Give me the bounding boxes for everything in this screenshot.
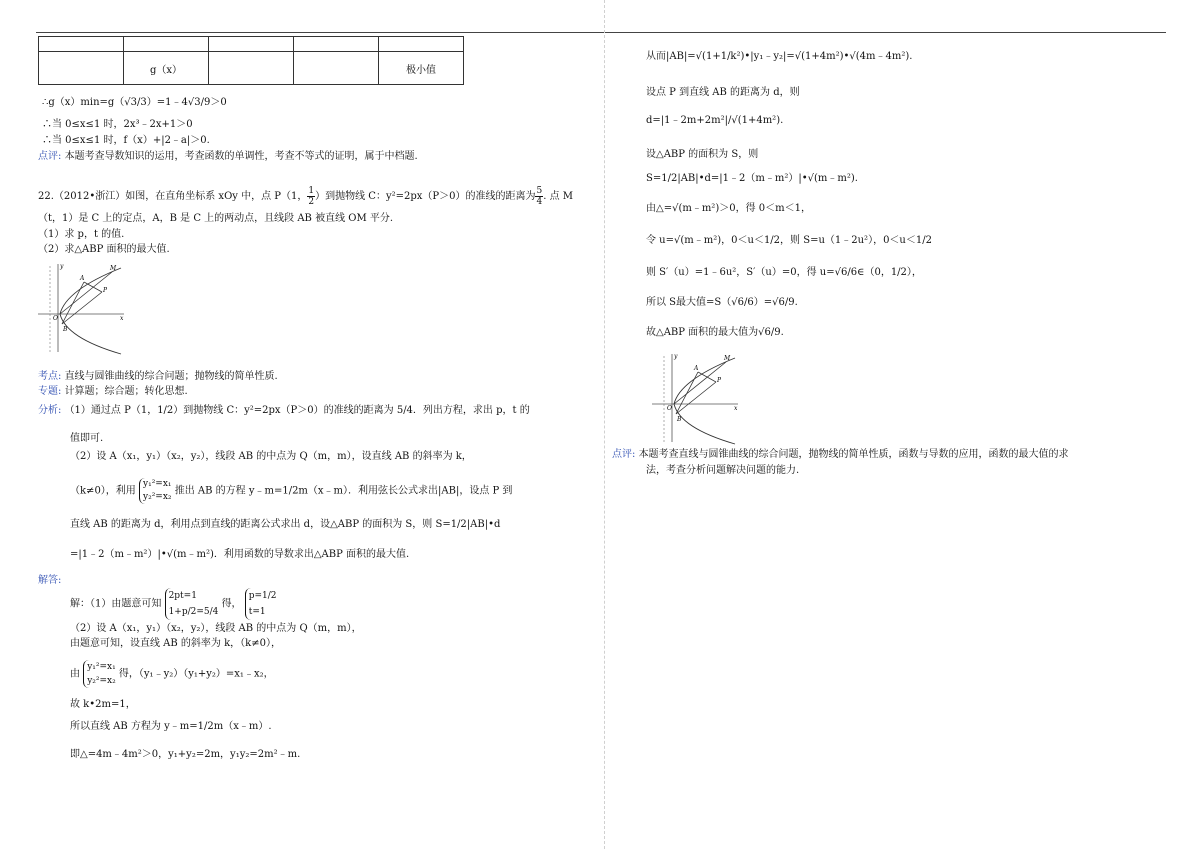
page-top-rule (36, 32, 1166, 33)
comment-label: 点评: (38, 151, 62, 162)
equation-system (165, 588, 219, 620)
table-cell (39, 52, 124, 85)
derivative-line: 则 S′（u）=1﹣6u²，S′（u）=0，得 u=√6/6∈（0，1/2）， (646, 267, 922, 278)
system-eq-2: y₂²=x₂ (143, 492, 172, 502)
label-p: P (717, 377, 722, 384)
label-b: B (63, 326, 68, 333)
jie-4a: 由 (70, 668, 80, 680)
zhuanti-label: 专题: (38, 386, 62, 397)
monotonicity-table (38, 36, 464, 85)
result-system (245, 588, 277, 620)
table-cell (294, 52, 379, 85)
label-m: M (110, 265, 117, 272)
comment-2-line-2: 法，考查分析问题解决问题的能力. (646, 465, 800, 476)
label-y: y (60, 263, 64, 270)
label-o: O (667, 405, 672, 412)
table-cell: 极小值 (379, 52, 464, 85)
label-b: B (677, 416, 682, 423)
conclusion-line: 故△ABP 面积的最大值为√6/9. (646, 327, 784, 338)
table-cell (209, 52, 294, 85)
kaodian-label: 考点: (38, 371, 62, 382)
jie-1b: 得， (221, 598, 242, 610)
table-cell (379, 37, 464, 52)
comment-1 (38, 150, 418, 164)
question-22-stem (38, 186, 573, 207)
solution-line-7: 即△=4m﹣4m²＞0，y₁+y₂=2m，y₁y₂=2m²﹣m. (70, 749, 301, 760)
solution-line-4 (70, 660, 274, 688)
max-value-line: 所以 S最大值=S（√6/6）=√6/9. (646, 297, 798, 308)
zhuanti-row (38, 385, 188, 399)
comment-text: 本题考查直线与圆锥曲线的综合问题，抛物线的简单性质，函数与导数的应用，函数的最大值的求 (638, 449, 1069, 460)
distance-intro: 设点 P 到直线 AB 的距离为 d，则 (646, 87, 800, 98)
zhuanti-text: 计算题；综合题；转化思想. (64, 386, 188, 397)
label-x: x (734, 405, 738, 412)
numerator: 5 (536, 186, 543, 196)
system-eq-2: y₂²=x₂ (87, 676, 116, 686)
result-t: t=1 (248, 607, 266, 617)
fenxi-line-1: （1）通过点 P（1，1/2）到抛物线 C：y²=2px（P＞0）的准线的距离为 5/4．列出方程，求出 p，t 的 (64, 405, 530, 416)
table-cell: g（x） (124, 52, 209, 85)
parabola-diagram (36, 260, 128, 356)
solution-part-2: （2）设 A（x₁，y₁）（x₂，y₂），线段 AB 的中点为 Q（m，m）， (70, 623, 362, 634)
discriminant-line: 由△=√(m﹣m²)＞0，得 0＜m＜1， (646, 203, 811, 214)
fenxi-line-3: （2）设 A（x₁，y₁）（x₂，y₂），线段 AB 的中点为 Q（m，m），设直线 AB 的斜率为 k， (70, 451, 472, 462)
inequality-line-2: ∴当 0≤x≤1 时，f（x）+|2﹣a|＞0. (42, 135, 210, 146)
equation-system (139, 478, 172, 504)
fenxi-4a: （k≠0），利用 (70, 485, 136, 497)
parabola-figure-left (36, 260, 128, 356)
equation-system (83, 660, 116, 688)
comment-label: 点评: (612, 449, 636, 460)
fenxi-row (38, 404, 530, 418)
parabola-figure-right (650, 350, 742, 446)
system-eq-1: 2pt=1 (168, 591, 197, 601)
table-cell (124, 37, 209, 52)
q22-text-b: ）到抛物线 C：y²=2px（P＞0）的准线的距离为 (315, 191, 536, 202)
jieda-label (38, 574, 61, 588)
area-intro: 设△ABP 的面积为 S，则 (646, 149, 759, 160)
q22-text-a: 22.（2012•浙江）如图，在直角坐标系 xOy 中，点 P（1， (38, 191, 308, 202)
fenxi-line-6: =|1﹣2（m﹣m²）|•√(m﹣m²)．利用函数的导数求出△ABP 面积的最大值. (70, 549, 410, 560)
solution-line-5: 故 k•2m=1， (70, 699, 136, 710)
fenxi-line-5: 直线 AB 的距离为 d，利用点到直线的距离公式求出 d，设△ABP 的面积为 S，则 S=1/2|AB|•d (70, 519, 501, 530)
system-eq-1: y₁²=x₁ (143, 479, 172, 489)
kaodian-row (38, 370, 278, 384)
question-22-part-1: （1）求 p，t 的值. (38, 229, 125, 240)
fenxi-line-4 (70, 478, 512, 504)
jieda-label-text: 解答: (38, 575, 62, 586)
solution-line-6: 所以直线 AB 方程为 y﹣m=1/2m（x﹣m）. (70, 721, 272, 732)
label-a: A (694, 365, 699, 372)
label-o: O (53, 315, 58, 322)
q22-text-c: . 点 M (543, 191, 573, 202)
question-22-line-2: （t，1）是 C 上的定点，A，B 是 C 上的两动点，且线段 AB 被直线 OM 平分. (38, 213, 394, 224)
ab-length-formula: 从而|AB|=√(1+1/k²)•|y₁﹣y₂|=√(1+4m²)•√(4m﹣4m²). (646, 51, 913, 62)
fenxi-line-2: 值即可. (70, 433, 104, 444)
solution-line-3: 由题意可知，设直线 AB 的斜率为 k，（k≠0）， (70, 638, 281, 649)
numerator: 1 (308, 186, 315, 196)
fraction-half (307, 186, 315, 207)
segment-ap (84, 282, 102, 292)
result-p: p=1/2 (248, 591, 277, 601)
jie-1a: 解：（1）由题意可知 (70, 598, 162, 610)
distance-formula: d=|1﹣2m+2m²|/√(1+4m²). (646, 115, 784, 126)
question-22-part-2: （2）求△ABP 面积的最大值. (38, 244, 170, 255)
table-cell (209, 37, 294, 52)
denominator: 4 (536, 197, 543, 207)
table-cell (39, 37, 124, 52)
area-formula: S=1/2|AB|•d=|1﹣2（m﹣m²）|•√(m﹣m²). (646, 173, 858, 184)
fenxi-label: 分析: (38, 405, 62, 416)
label-y: y (674, 353, 678, 360)
label-p: P (103, 287, 108, 294)
g-min-line: ∴g（x）min=g（√3/3）=1﹣4√3/9＞0 (42, 97, 227, 108)
system-eq-1: y₁²=x₁ (87, 662, 116, 672)
parabola-diagram (650, 350, 742, 446)
comment-2 (612, 448, 1069, 462)
kaodian-text: 直线与圆锥曲线的综合问题；抛物线的简单性质. (64, 371, 278, 382)
label-m: M (724, 355, 731, 362)
segment-ap (698, 372, 716, 382)
label-x: x (120, 315, 124, 322)
solution-part-1 (70, 588, 277, 620)
comment-text: 本题考查导数知识的运用，考查函数的单调性，考查不等式的证明，属于中档题. (64, 151, 418, 162)
table-cell (294, 37, 379, 52)
column-divider (604, 0, 605, 849)
inequality-line-1: ∴当 0≤x≤1 时，2x³﹣2x+1＞0 (42, 119, 193, 130)
substitution-line: 令 u=√(m﹣m²)，0＜u＜1/2，则 S=u（1﹣2u²），0＜u＜1/2 (646, 235, 932, 246)
denominator: 2 (308, 197, 315, 207)
jie-4b: 得，（y₁﹣y₂）（y₁+y₂）=x₁﹣x₂， (118, 668, 274, 680)
system-eq-2: 1+p/2=5/4 (168, 607, 219, 617)
label-a: A (80, 275, 85, 282)
fenxi-4b: 推出 AB 的方程 y﹣m=1/2m（x﹣m）．利用弦长公式求出|AB|，设点 P 到 (174, 485, 513, 497)
